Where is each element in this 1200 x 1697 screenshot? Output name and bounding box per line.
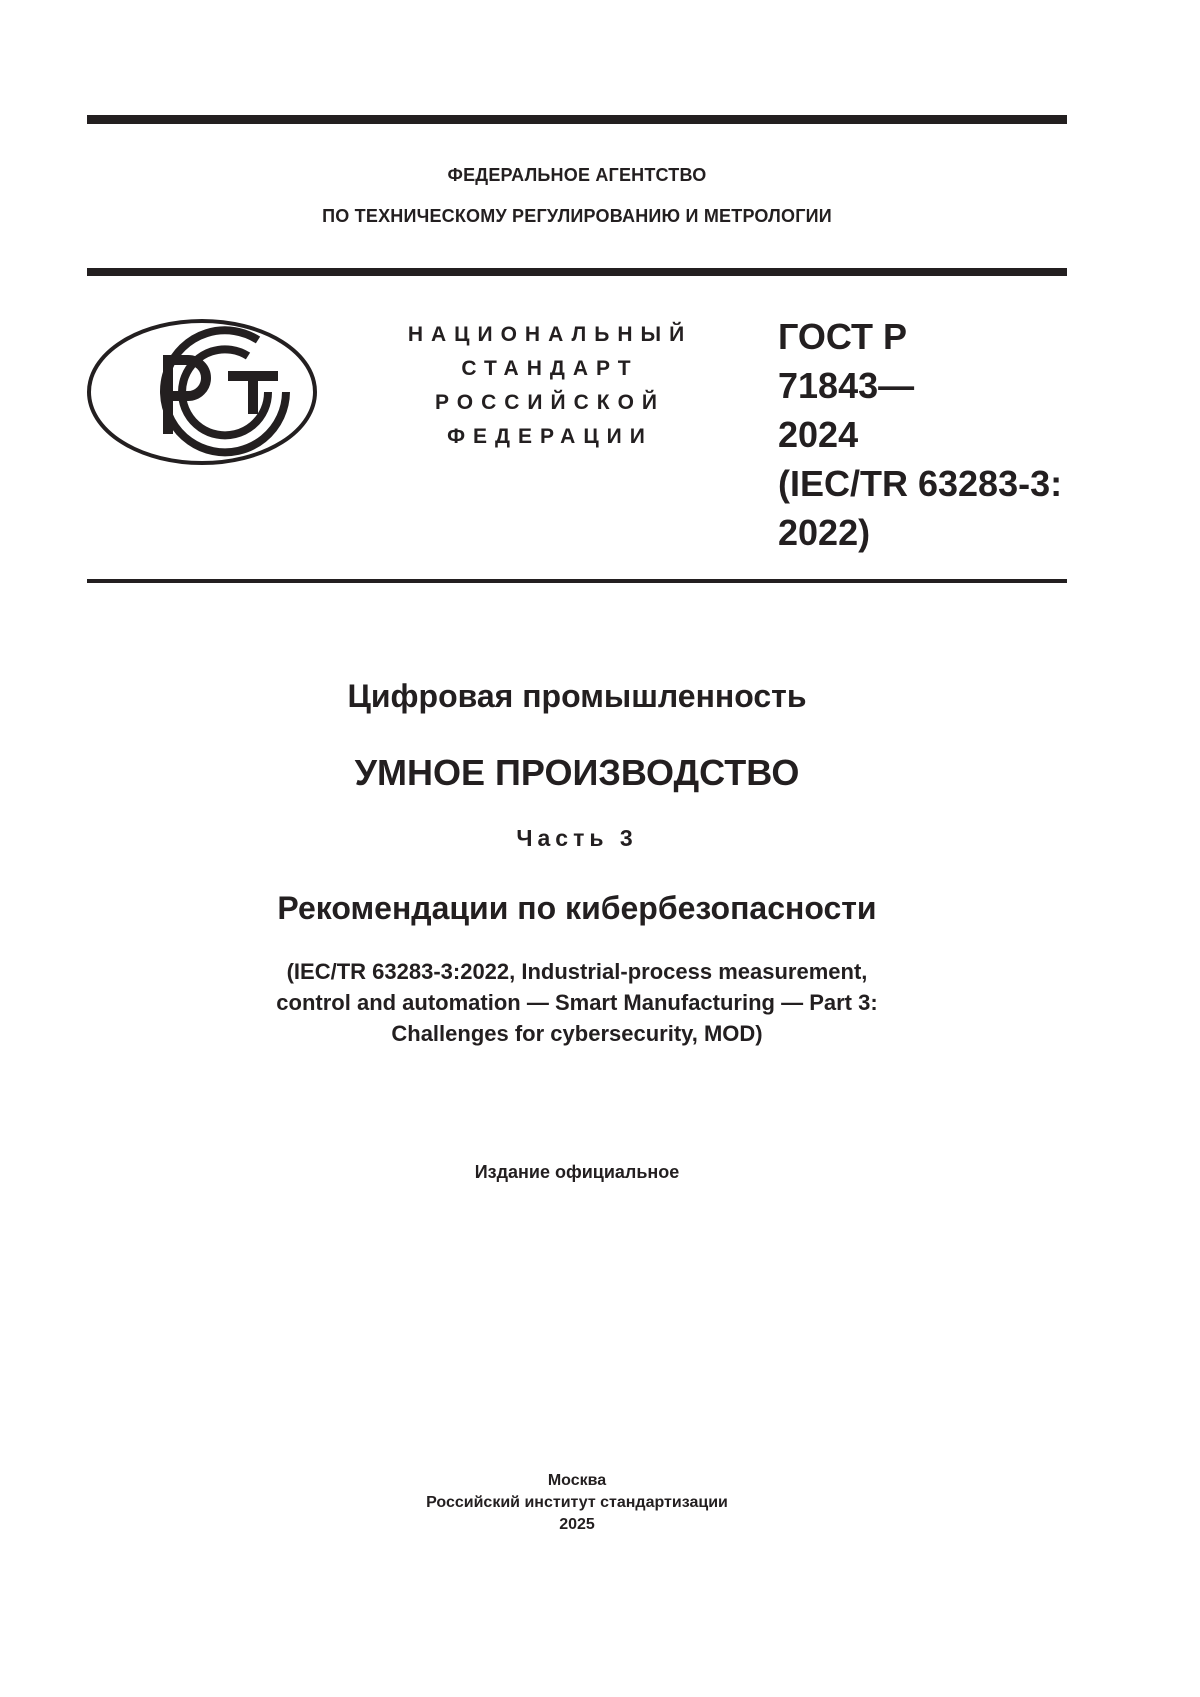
standard-designation bbox=[778, 312, 1078, 557]
designation-line: (IEC/TR 63283-3: bbox=[778, 463, 1063, 504]
subtitle: Рекомендации по кибербезопасности bbox=[277, 890, 877, 926]
original-title-line: (IEC/TR 63283-3:2022, Industrial-process measurement, bbox=[286, 959, 868, 984]
imprint-publisher: Российский институт стандартизации bbox=[426, 1494, 728, 1511]
designation-line: ГОСТ Р bbox=[778, 316, 908, 357]
national-standard-line: НАЦИОНАЛЬНЫЙ bbox=[407, 323, 693, 346]
designation-line: 71843— bbox=[778, 365, 915, 406]
agency-line-2: ПО ТЕХНИЧЕСКОМУ РЕГУЛИРОВАНИЮ И МЕТРОЛОГИИ bbox=[322, 206, 832, 226]
general-title: Цифровая промышленность bbox=[347, 678, 807, 714]
national-standard-heading bbox=[380, 318, 720, 454]
title-rule bbox=[87, 579, 1067, 583]
edition-note: Издание официальное bbox=[474, 1162, 680, 1182]
imprint-year: 2025 bbox=[559, 1516, 595, 1533]
original-title bbox=[87, 956, 1067, 1049]
designation-line: 2024 bbox=[778, 414, 859, 455]
national-standard-line: ФЕДЕРАЦИИ bbox=[447, 425, 653, 448]
agency-line-1: ФЕДЕРАЛЬНОЕ АГЕНТСТВО bbox=[447, 165, 707, 185]
designation-line: 2022) bbox=[778, 512, 871, 553]
top-rule bbox=[87, 115, 1067, 124]
national-standard-line: РОССИЙСКОЙ bbox=[435, 391, 665, 414]
imprint-city: Москва bbox=[547, 1472, 607, 1489]
header-rule bbox=[87, 268, 1067, 276]
original-title-line: Challenges for cybersecurity, MOD) bbox=[391, 1021, 763, 1046]
imprint bbox=[87, 1470, 1067, 1536]
national-standard-line: СТАНДАРТ bbox=[461, 357, 639, 380]
part-number: Часть 3 bbox=[516, 825, 638, 851]
main-title: УМНОЕ ПРОИЗВОДСТВО bbox=[354, 752, 800, 793]
original-title-line: control and automation — Smart Manufacturing — Part 3: bbox=[276, 990, 878, 1015]
pct-certification-mark-icon bbox=[86, 318, 318, 466]
